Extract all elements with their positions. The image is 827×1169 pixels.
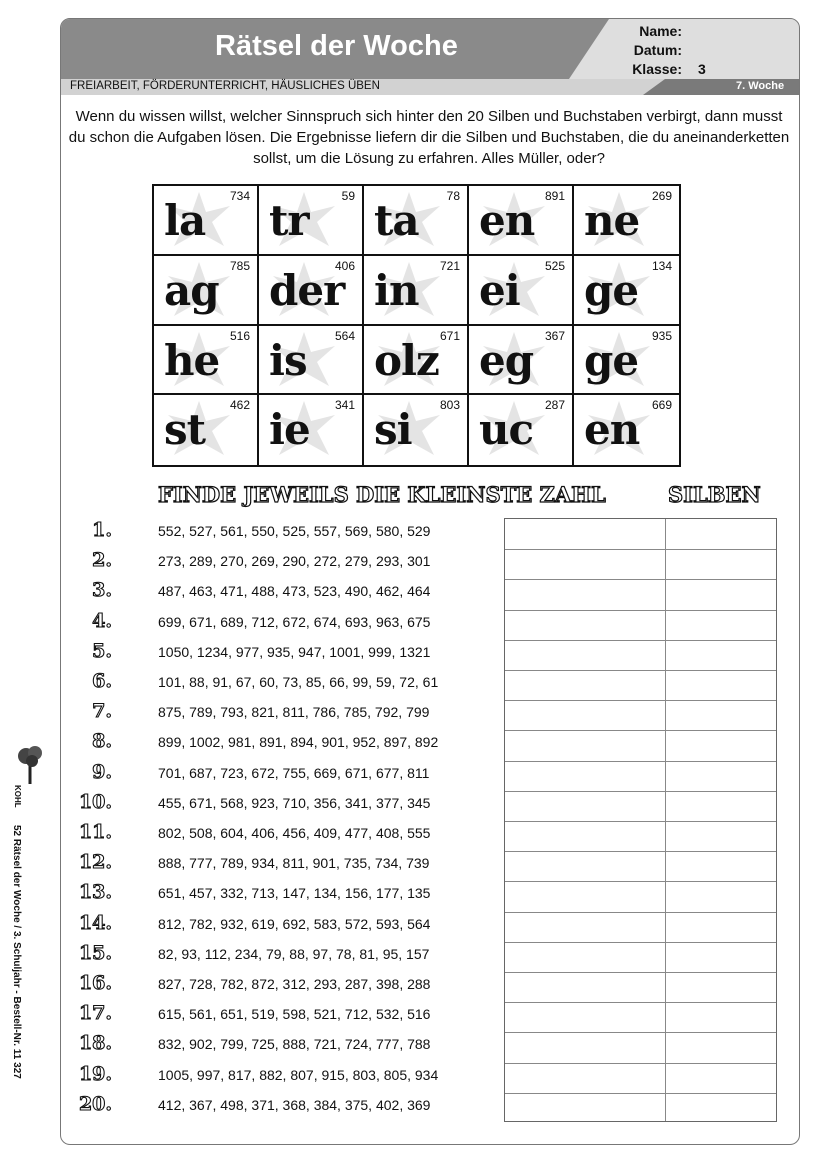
grid-cell xyxy=(364,395,469,465)
task-heading: FINDE JEWEILS DIE KLEINSTE ZAHL xyxy=(158,482,606,507)
answer-row-line xyxy=(505,700,776,701)
answer-heading: SILBEN xyxy=(668,482,761,507)
answer-row-line xyxy=(505,1093,776,1094)
task-numbers: 827, 728, 782, 872, 312, 293, 287, 398, 288 xyxy=(158,976,431,992)
answer-row-line xyxy=(505,761,776,762)
task-numbers: 832, 902, 799, 725, 888, 721, 724, 777, 788 xyxy=(158,1036,431,1053)
cell-number: 721 xyxy=(439,258,460,273)
task-numbers: 701, 687, 723, 672, 755, 669, 671, 677, 811 xyxy=(158,764,430,781)
task-row xyxy=(66,1062,486,1092)
cell-syllable: st xyxy=(164,405,206,455)
cell-syllable: ei xyxy=(479,265,520,315)
task-number: 11. xyxy=(78,821,112,843)
task-numbers: 101, 88, 91, 67, 60, 73, 85, 66, 99, 59, 72, 61 xyxy=(158,674,439,690)
answer-row-line xyxy=(505,821,776,822)
task-numbers: 651, 457, 332, 713, 147, 134, 156, 177, 135 xyxy=(158,885,431,902)
cell-number: 935 xyxy=(651,328,672,343)
grid-cell xyxy=(574,186,679,256)
task-row xyxy=(66,699,486,729)
task-numbers: 615, 561, 651, 519, 598, 521, 712, 532, 516 xyxy=(158,1006,431,1023)
task-number: 1. xyxy=(92,519,112,541)
task-number: 15. xyxy=(78,941,112,964)
answer-row-line xyxy=(505,912,776,913)
task-row xyxy=(66,941,486,971)
task-number: 2. xyxy=(92,549,112,572)
task-row xyxy=(66,548,486,578)
task-numbers: 888, 777, 789, 934, 811, 901, 735, 734, 739 xyxy=(158,855,430,872)
task-row xyxy=(66,578,486,608)
task-number: 7. xyxy=(92,700,112,723)
grid-cell xyxy=(469,326,574,396)
cell-syllable: eg xyxy=(479,335,534,385)
task-number: 12. xyxy=(78,851,112,874)
grid-cell xyxy=(154,395,259,465)
task-number: 9. xyxy=(92,760,112,783)
answer-row-line xyxy=(505,730,776,731)
task-number: 13. xyxy=(78,881,112,904)
cell-syllable: he xyxy=(164,335,220,385)
task-numbers: 1050, 1234, 977, 935, 947, 1001, 999, 1321 xyxy=(158,643,431,660)
info-labels xyxy=(630,22,682,79)
cell-syllable: en xyxy=(479,196,535,245)
task-number: 17. xyxy=(78,1002,112,1025)
task-number: 10. xyxy=(78,790,112,813)
subtitle: FREIARBEIT, FÖRDERUNTERRICHT, HÄUSLICHES ÜBEN xyxy=(70,80,380,92)
grid-cell xyxy=(259,186,364,256)
task-numbers: 875, 789, 793, 821, 811, 786, 785, 792, 799 xyxy=(158,704,430,721)
side-order-text: 52 Rätsel der Woche / 3. Schuljahr - Bestell-Nr. 11 327 xyxy=(11,825,22,1079)
cell-number: 287 xyxy=(544,398,565,413)
task-numbers: 699, 671, 689, 712, 672, 674, 693, 963, 675 xyxy=(158,613,431,630)
task-row xyxy=(66,1001,486,1031)
cell-syllable: ag xyxy=(164,265,219,315)
grid-cell xyxy=(364,186,469,256)
grid-cell xyxy=(259,256,364,326)
cell-number: 891 xyxy=(544,189,565,203)
answer-row-line xyxy=(505,640,776,641)
grid-cell xyxy=(469,186,574,256)
cell-syllable: is xyxy=(269,335,307,385)
class-value: 3 xyxy=(698,61,706,77)
cell-number: 462 xyxy=(229,398,250,413)
cell-syllable: ge xyxy=(584,265,639,315)
cell-number: 78 xyxy=(446,189,460,203)
cell-syllable: ne xyxy=(584,196,640,245)
cell-syllable: en xyxy=(584,405,640,455)
grid-cell xyxy=(574,256,679,326)
grid-cell xyxy=(574,395,679,465)
grid-cell xyxy=(259,395,364,465)
task-number: 8. xyxy=(92,730,112,753)
cell-number: 134 xyxy=(651,258,672,273)
answer-row-line xyxy=(505,1032,776,1033)
task-number: 4. xyxy=(92,609,112,632)
task-numbers: 455, 671, 568, 923, 710, 356, 341, 377, 345 xyxy=(158,794,431,811)
task-number: 20. xyxy=(78,1092,112,1115)
answer-row-line xyxy=(505,549,776,550)
publisher-logo-icon xyxy=(16,744,46,786)
task-number: 14. xyxy=(78,911,112,934)
side-logo-text: KOHL xyxy=(13,785,22,808)
answer-row-line xyxy=(505,1063,776,1064)
task-number: 18. xyxy=(78,1032,112,1055)
grid-cell xyxy=(574,326,679,396)
answer-table xyxy=(504,518,777,1122)
task-number: 16. xyxy=(78,972,112,994)
cell-syllable: uc xyxy=(479,405,534,455)
grid-cell xyxy=(154,256,259,326)
cell-number: 367 xyxy=(544,328,565,343)
cell-syllable: tr xyxy=(269,196,309,245)
cell-number: 406 xyxy=(334,258,355,273)
task-numbers: 812, 782, 932, 619, 692, 583, 572, 593, 564 xyxy=(158,915,431,932)
task-numbers: 82, 93, 112, 234, 79, 88, 97, 78, 81, 95, 157 xyxy=(158,945,430,962)
task-numbers: 273, 289, 270, 269, 290, 272, 279, 293, 301 xyxy=(158,553,431,570)
date-label: Datum: xyxy=(633,42,682,58)
task-number: 6. xyxy=(92,670,112,692)
class-label: Klasse: xyxy=(632,61,682,77)
task-number: 19. xyxy=(78,1062,112,1085)
cell-number: 525 xyxy=(544,258,565,273)
grid-cell xyxy=(154,326,259,396)
task-row xyxy=(66,1031,486,1061)
cell-number: 734 xyxy=(229,189,250,203)
cell-number: 341 xyxy=(334,398,355,413)
cell-syllable: la xyxy=(164,196,206,245)
task-numbers: 412, 367, 498, 371, 368, 384, 375, 402, 369 xyxy=(158,1096,431,1113)
grid-cell xyxy=(154,186,259,256)
answer-row-line xyxy=(505,851,776,852)
cell-number: 564 xyxy=(334,328,355,343)
cell-number: 803 xyxy=(439,398,460,413)
cell-syllable: der xyxy=(269,265,345,315)
intro-text: Wenn du wissen willst, welcher Sinnspruch sich hinter den 20 Silben und Buchstaben verbirgt, dann musst du schon die Aufgaben lösen. Die Ergebnisse liefern dir die Silben und Buchstaben, die du aneinanderketten sollst, um die Lösung zu erfahren. Alles Müller, oder? xyxy=(68,108,790,167)
task-numbers: 552, 527, 561, 550, 525, 557, 569, 580, 529 xyxy=(158,523,431,539)
name-label: Name: xyxy=(639,23,682,39)
cell-syllable: si xyxy=(374,405,412,455)
cell-number: 269 xyxy=(651,189,672,203)
header-info-panel xyxy=(569,19,799,79)
task-row xyxy=(66,971,486,1001)
task-numbers: 802, 508, 604, 406, 456, 409, 477, 408, 555 xyxy=(158,825,431,841)
answer-row-line xyxy=(505,972,776,973)
cell-number: 516 xyxy=(229,328,250,343)
answer-row-line xyxy=(505,942,776,943)
task-numbers: 487, 463, 471, 488, 473, 523, 490, 462, 464 xyxy=(158,583,431,600)
grid-cell xyxy=(469,256,574,326)
answer-row-line xyxy=(505,881,776,882)
task-row xyxy=(66,609,486,639)
answer-row-line xyxy=(505,610,776,611)
cell-number: 671 xyxy=(439,328,460,343)
task-row xyxy=(66,669,486,699)
task-row xyxy=(66,911,486,941)
grid-cell xyxy=(364,256,469,326)
task-row xyxy=(66,850,486,880)
answer-row-line xyxy=(505,791,776,792)
cell-syllable: ta xyxy=(374,196,419,245)
task-row xyxy=(66,1092,486,1122)
page-title: Rätsel der Woche xyxy=(215,30,458,62)
cell-number: 669 xyxy=(651,398,672,413)
week-label: 7. Woche xyxy=(736,80,785,92)
grid-cell xyxy=(259,326,364,396)
cell-syllable: in xyxy=(374,265,419,315)
answer-row-line xyxy=(505,1002,776,1003)
task-row xyxy=(66,518,486,548)
answer-row-line xyxy=(505,670,776,671)
task-row xyxy=(66,790,486,820)
answer-row-line xyxy=(505,579,776,580)
task-number: 5. xyxy=(92,639,112,662)
task-number: 3. xyxy=(92,579,112,602)
syllable-grid xyxy=(152,184,681,467)
task-row xyxy=(66,729,486,759)
cell-number: 785 xyxy=(229,258,250,273)
cell-number: 59 xyxy=(341,189,355,203)
grid-cell xyxy=(469,395,574,465)
task-row xyxy=(66,639,486,669)
task-row xyxy=(66,760,486,790)
cell-syllable: ie xyxy=(269,405,310,455)
task-row xyxy=(66,880,486,910)
grid-cell xyxy=(364,326,469,396)
task-numbers: 899, 1002, 981, 891, 894, 901, 952, 897, 892 xyxy=(158,734,439,751)
cell-syllable: ge xyxy=(584,335,639,385)
info-values xyxy=(698,22,706,79)
cell-syllable: olz xyxy=(374,335,439,385)
task-numbers: 1005, 997, 817, 882, 807, 915, 803, 805, 934 xyxy=(158,1066,439,1083)
task-row xyxy=(66,820,486,850)
